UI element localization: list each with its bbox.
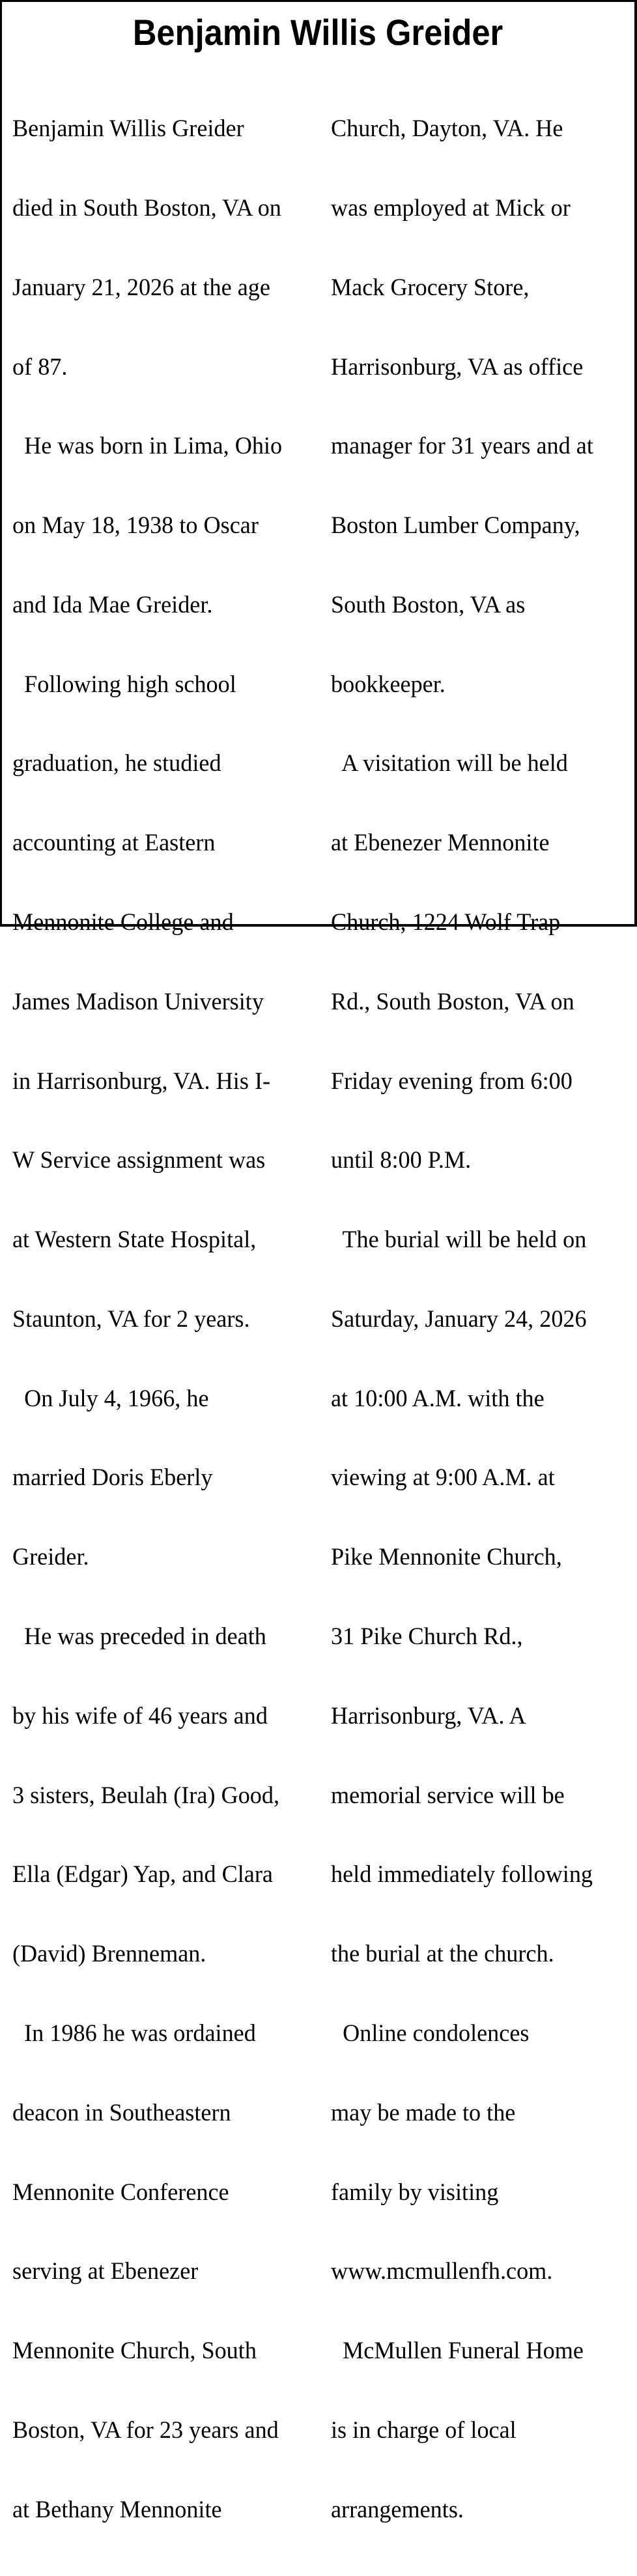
text-line: He was preceded in death xyxy=(12,1623,266,1651)
text-line: accounting at Eastern xyxy=(12,830,216,857)
text-line: at 10:00 A.M. with the xyxy=(331,1385,545,1412)
text-line: Benjamin Willis Greider xyxy=(12,115,244,143)
text-line: Friday evening from 6:00 xyxy=(331,1067,573,1095)
text-line: A visitation will be held xyxy=(331,750,568,777)
text-line: held immediately following xyxy=(331,1861,593,1889)
text-line: family by visiting xyxy=(331,2178,499,2206)
text-line: of 87. xyxy=(12,353,68,381)
text-line: Harrisonburg, VA. A xyxy=(331,1702,526,1729)
text-line: Mennonite Conference xyxy=(12,2178,229,2206)
text-line: January 21, 2026 at the age xyxy=(12,274,270,301)
text-line: Mennonite Church, South xyxy=(12,2337,257,2365)
left-column xyxy=(12,63,292,2576)
text-line: Boston Lumber Company, xyxy=(331,512,580,540)
text-line: serving at Ebenezer xyxy=(12,2258,199,2285)
text-line: Online condolences xyxy=(331,2019,530,2047)
text-line: 3 sisters, Beulah (Ira) Good, xyxy=(12,1782,280,1809)
text-line: memorial service will be xyxy=(331,1782,565,1809)
title-text: Benjamin Willis Greider xyxy=(133,12,503,53)
text-line: James Madison University xyxy=(12,988,264,1015)
text-line: at Western State Hospital, xyxy=(12,1226,257,1254)
text-line: McMullen Funeral Home xyxy=(331,2337,584,2365)
text-line: 31 Pike Church Rd., xyxy=(331,1623,523,1651)
text-line: South Boston, VA as xyxy=(331,591,526,618)
text-line: was employed at Mick or xyxy=(331,194,571,222)
text-line: may be made to the xyxy=(331,2099,516,2126)
text-line: until 8:00 P.M. xyxy=(331,1147,472,1174)
text-line: www.mcmullenfh.com. xyxy=(331,2258,553,2285)
text-line: arrangements. xyxy=(331,2496,464,2523)
text-line: graduation, he studied xyxy=(12,750,221,777)
text-line: at Ebenezer Mennonite xyxy=(331,830,550,857)
text-line: Church, 1224 Wolf Trap xyxy=(331,909,561,936)
text-line: by his wife of 46 years and xyxy=(12,1702,268,1729)
text-line: Greider. xyxy=(12,1544,89,1571)
text-line: deacon in Southeastern xyxy=(12,2099,231,2126)
text-line: Saturday, January 24, 2026 xyxy=(331,1305,587,1333)
text-line: Boston, VA for 23 years and xyxy=(12,2416,279,2444)
text-line: Mennonite College and xyxy=(12,909,234,936)
text-line: in Harrisonburg, VA. His I- xyxy=(12,1067,271,1095)
text-line: Staunton, VA for 2 years. xyxy=(12,1305,250,1333)
text-line: died in South Boston, VA on xyxy=(12,194,281,222)
text-line: married Doris Eberly xyxy=(12,1464,213,1492)
text-line: on May 18, 1938 to Oscar xyxy=(12,512,259,540)
text-line: bookkeeper. xyxy=(331,671,446,698)
obituary-title xyxy=(2,11,634,54)
text-line: He was born in Lima, Ohio xyxy=(12,433,283,460)
text-line: Mack Grocery Store, xyxy=(331,274,530,301)
text-line: (David) Brenneman. xyxy=(12,1941,206,1968)
text-line: Harrisonburg, VA as office xyxy=(331,353,584,381)
text-line: the burial at the church. xyxy=(331,1941,554,1968)
text-line: manager for 31 years and at xyxy=(331,433,593,460)
text-line: and Ida Mae Greider. xyxy=(12,591,213,618)
text-line: is in charge of local xyxy=(331,2416,517,2444)
text-line: Following high school xyxy=(12,671,236,698)
text-line: Church, Dayton, VA. He xyxy=(331,115,563,143)
text-line: In 1986 he was ordained xyxy=(12,2019,256,2047)
text-line: viewing at 9:00 A.M. at xyxy=(331,1464,555,1492)
text-line: Ella (Edgar) Yap, and Clara xyxy=(12,1861,273,1889)
right-column xyxy=(331,63,603,2576)
text-line: at Bethany Mennonite xyxy=(12,2496,222,2523)
text-line: The burial will be held on xyxy=(331,1226,587,1254)
text-line: Rd., South Boston, VA on xyxy=(331,988,574,1015)
text-line: W Service assignment was xyxy=(12,1147,266,1174)
text-line: Pike Mennonite Church, xyxy=(331,1544,562,1571)
text-line: On July 4, 1966, he xyxy=(12,1385,209,1412)
